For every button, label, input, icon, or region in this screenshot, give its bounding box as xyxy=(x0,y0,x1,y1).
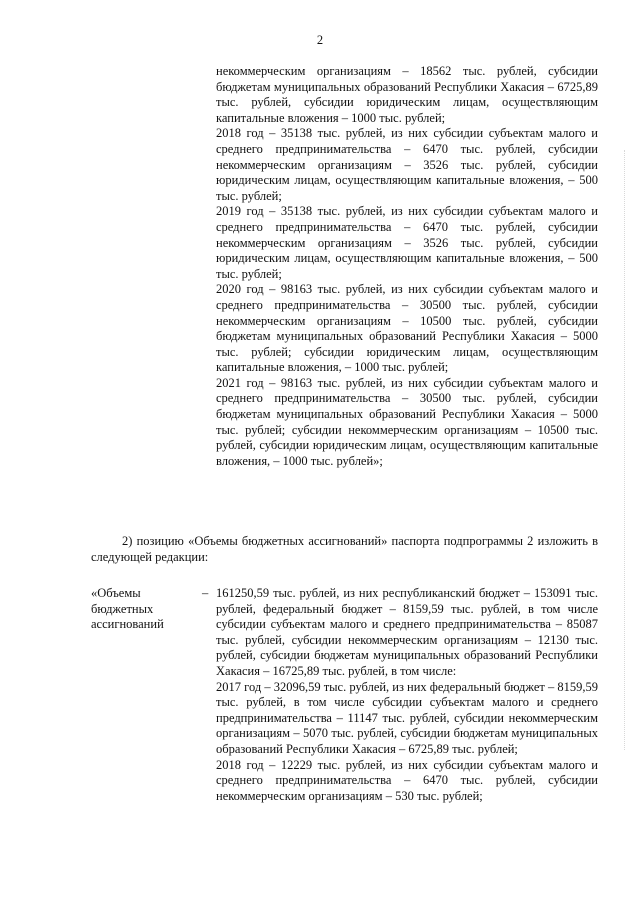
label-value-dash: – xyxy=(202,586,209,600)
scan-edge-mark xyxy=(624,150,627,750)
funding-paragraph-2021: 2021 год – 98163 тыс. рублей, из них субсидии субъектам малого и среднего предпринимательства – 30500 тыс. рублей, субсидии бюджетам муниципальных образований Республики Хакасия – 5000 тыс. рублей; субсидии некоммерческим организациям – 10500 тыс. рублей, субсидии юридическим лицам, осуществляющим капитальные вложения, – 1000 тыс. рублей»; xyxy=(216,375,598,468)
position-value-block xyxy=(216,586,598,804)
funding-paragraph-2018: 2018 год – 35138 тыс. рублей, из них субсидии субъектам малого и среднего предпринимательства – 6470 тыс. рублей, субсидии некоммерческим организациям – 3526 тыс. рублей, субсидии юридическим лицам, осуществляющим капитальные вложения, – 500 тыс. рублей; xyxy=(216,126,598,203)
amendment-item-2: 2) позицию «Объемы бюджетных ассигнований» паспорта подпрограммы 2 изложить в следующей редакции: xyxy=(91,534,598,564)
position-label-line: ассигнований xyxy=(91,617,164,632)
page-number: 2 xyxy=(316,33,324,47)
continued-funding-block xyxy=(216,64,598,469)
value-paragraph-2017: 2017 год – 32096,59 тыс. рублей, из них федеральный бюджет – 8159,59 тыс. рублей, в том числе субсидии субъектам малого и среднего предпринимательства – 11147 тыс. рублей, субсидии некоммерческим организациям – 5070 тыс. рублей, субсидии бюджетам муниципальных образований Республики Хакасия – 6725,89 тыс. рублей; xyxy=(216,679,598,756)
funding-paragraph-2020: 2020 год – 98163 тыс. рублей, из них субсидии субъектам малого и среднего предпринимательства – 30500 тыс. рублей, субсидии некоммерческим организациям – 10500 тыс. рублей, субсидии бюджетам муниципальных образований Республики Хакасия – 5000 тыс. рублей; субсидии юридическим лицам, осуществляющим капитальные вложения, – 1000 тыс. рублей; xyxy=(216,282,598,375)
funding-paragraph-2019: 2019 год – 35138 тыс. рублей, из них субсидии субъектам малого и среднего предпринимательства – 6470 тыс. рублей, субсидии некоммерческим организациям – 3526 тыс. рублей, субсидии юридическим лицам, осуществляющим капитальные вложения, – 500 тыс. рублей; xyxy=(216,204,598,281)
value-paragraph-total: 161250,59 тыс. рублей, из них республиканский бюджет – 153091 тыс. рублей, федеральный бюджет – 8159,59 тыс. рублей, в том числе субсидии субъектам малого и среднего предпринимательства – 85087 тыс. рублей, субсидии некоммерческим организациям – 12130 тыс. рублей, субсидии бюджетам муниципальных образований Республики Хакасия – 16725,89 тыс. рублей, в том числе: xyxy=(216,586,598,678)
value-paragraph-2018: 2018 год – 12229 тыс. рублей, из них субсидии субъектам малого и среднего предпринимательства – 6470 тыс. рублей, субсидии некоммерческим организациям – 530 тыс. рублей; xyxy=(216,757,598,803)
position-label xyxy=(91,586,201,633)
position-label-line: «Объемы xyxy=(91,586,141,600)
position-label-line: бюджетных xyxy=(91,601,154,616)
funding-paragraph-continuation: некоммерческим организациям – 18562 тыс. рублей, субсидии бюджетам муниципальных образований Республики Хакасия – 6725,89 тыс. рублей, субсидии юридическим лицам, осуществляющим капитальные вложения – 1000 тыс. рублей; xyxy=(216,64,598,125)
